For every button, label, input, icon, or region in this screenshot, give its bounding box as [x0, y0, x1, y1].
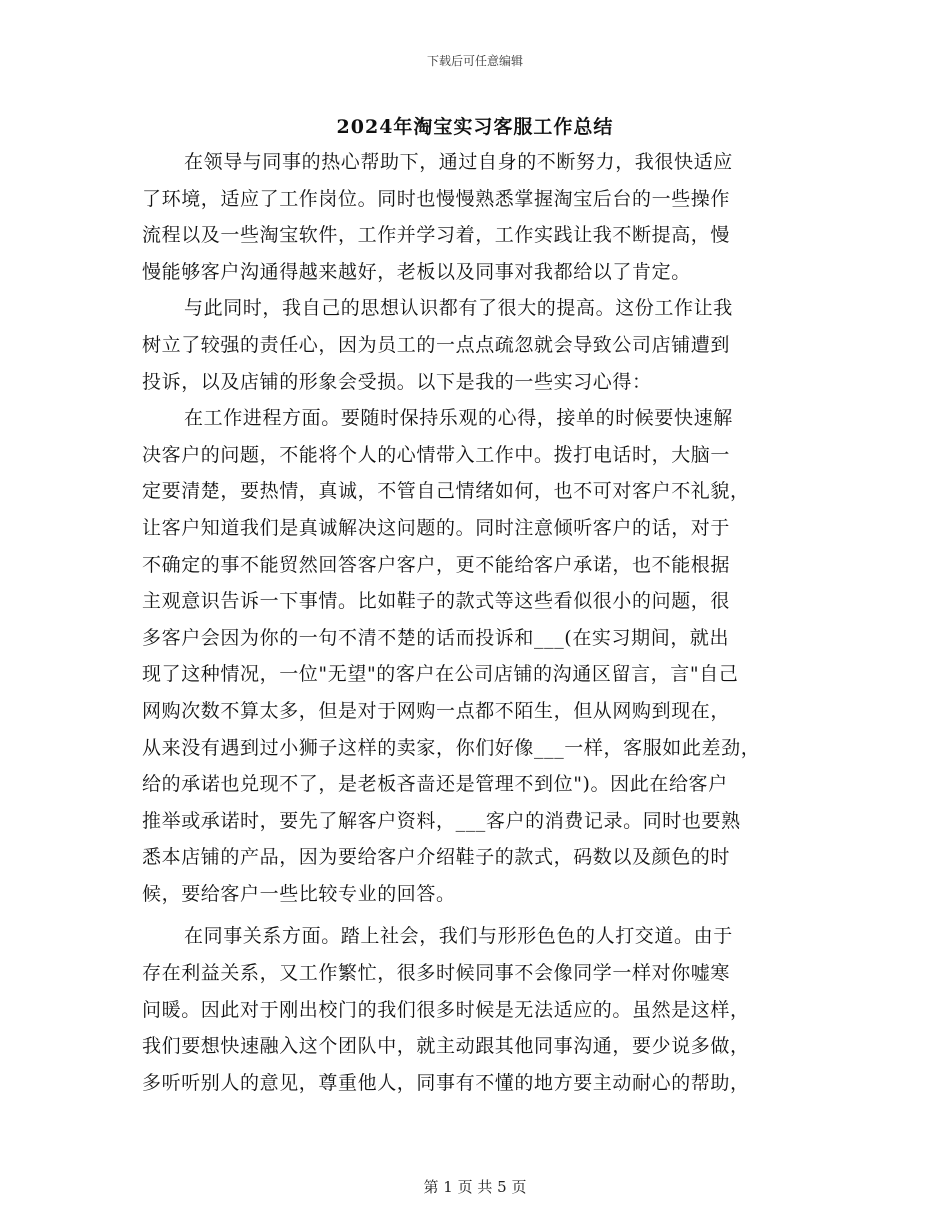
paragraph-line: 悉本店铺的产品，因为要给客户介绍鞋子的款式，码数以及颜色的时: [142, 846, 731, 869]
paragraph-line: 现了这种情况，一位"无望"的客户在公司店铺的沟通区留言，言"自己: [142, 663, 739, 686]
paragraph-line: 慢能够客户沟通得越来越好，老板以及同事对我都给以了肯定。: [142, 260, 691, 283]
paragraph-line: 定要清楚，要热情，真诚，不管自己情绪如何，也不可对客户不礼貌，: [142, 480, 750, 503]
page-footer: 第 1 页 共 5 页: [423, 1178, 527, 1196]
paragraph-line: 问暖。因此对于刚出校门的我们很多时候是无法适应的。虽然是这样，: [142, 998, 750, 1021]
paragraph-line: 多客户会因为你的一句不清不楚的话而投诉和___(在实习期间，就出: [142, 626, 730, 649]
paragraph-line: 主观意识告诉一下事情。比如鞋子的款式等这些看似很小的问题，很: [142, 590, 731, 613]
paragraph-line: 多听听别人的意见，尊重他人，同事有不懂的地方要主动耐心的帮助，: [142, 1071, 750, 1094]
paragraph-line: 不确定的事不能贸然回答客户客户，更不能给客户承诺，也不能根据: [142, 553, 731, 576]
document-body: [142, 144, 812, 1101]
paragraph-line: 给的承诺也兑现不了，是老板吝啬还是管理不到位")。因此在给客户: [142, 773, 728, 796]
paragraph-line: 存在利益关系，又工作繁忙，很多时候同事不会像同学一样对你嘘寒: [142, 962, 731, 985]
paragraph-line: 在同事关系方面。踏上社会，我们与形形色色的人打交道。由于: [184, 925, 733, 948]
paragraph-line: 候，要给客户一些比较专业的回答。: [142, 882, 456, 905]
paragraph-line: 在领导与同事的热心帮助下，通过自身的不断努力，我很快适应: [184, 151, 733, 173]
paragraph-line: 从来没有遇到过小狮子这样的卖家，你们好像___一样，客服如此差劲，: [142, 736, 761, 759]
paragraph-line: 与此同时，我自己的思想认识都有了很大的提高。这份工作让我: [184, 297, 733, 320]
paragraph-line: 流程以及一些淘宝软件，工作并学习着，工作实践让我不断提高，慢: [142, 224, 731, 247]
paragraph-line: 让客户知道我们是真诚解决这问题的。同时注意倾听客户的话，对于: [142, 516, 731, 539]
paragraph-line: 在工作进程方面。要随时保持乐观的心得，接单的时候要快速解: [184, 407, 733, 430]
paragraph-line: 投诉，以及店铺的形象会受损。以下是我的一些实习心得：: [142, 370, 652, 393]
paragraph-line: 决客户的问题，不能将个人的心情带入工作中。拨打电话时，大脑一: [142, 443, 731, 466]
header-note: 下载后可任意编辑: [426, 54, 523, 68]
paragraph-line: 树立了较强的责任心，因为员工的一点点疏忽就会导致公司店铺遭到: [142, 333, 731, 356]
paragraph-line: 我们要想快速融入这个团队中，就主动跟其他同事沟通，要少说多做，: [142, 1035, 750, 1058]
paragraph-line: 了环境，适应了工作岗位。同时也慢慢熟悉掌握淘宝后台的一些操作: [142, 187, 731, 210]
paragraph-line: 推举或承诺时，要先了解客户资料，___客户的消费记录。同时也要熟: [142, 809, 741, 832]
document-title: 2024年淘宝实习客服工作总结: [336, 116, 614, 138]
paragraph-line: 网购次数不算太多，但是对于网购一点都不陌生，但从网购到现在，: [142, 699, 731, 722]
